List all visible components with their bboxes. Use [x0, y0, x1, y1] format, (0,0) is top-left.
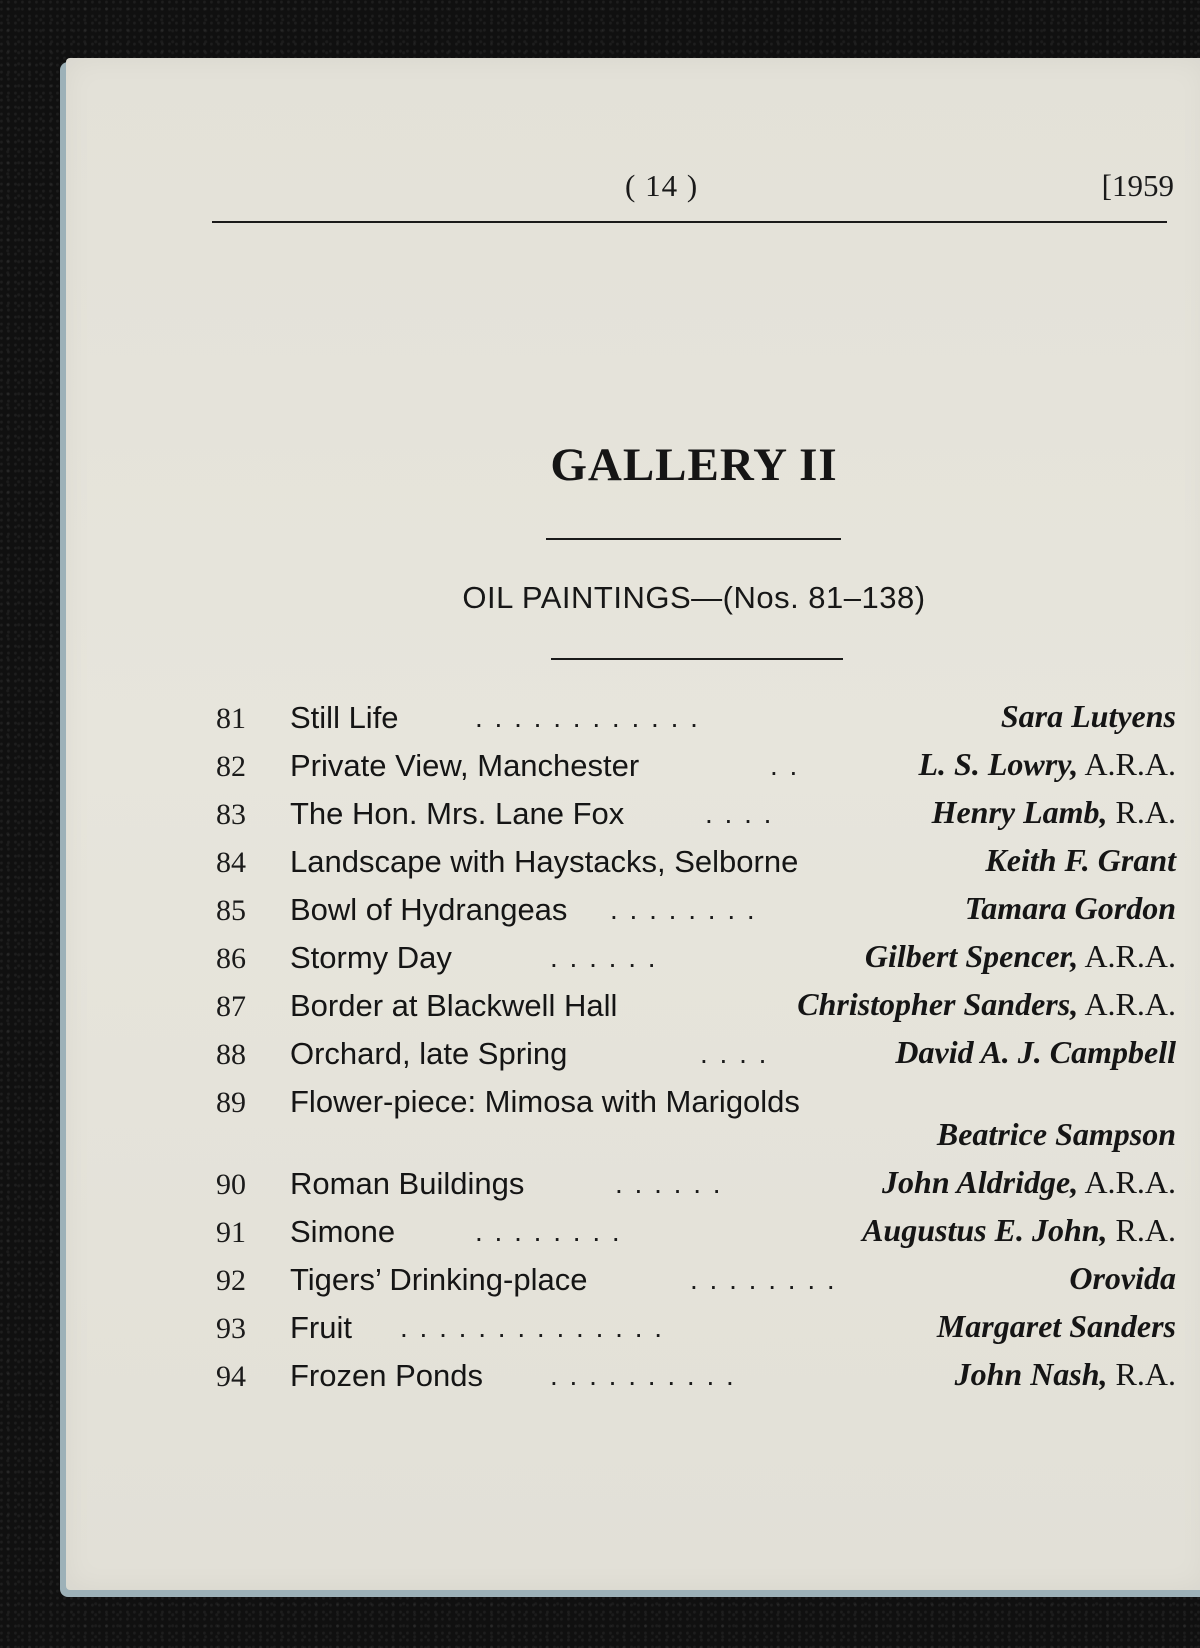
dot-leader: . . . . . .: [615, 1168, 723, 1199]
entry-number: 94: [216, 1360, 246, 1393]
entry-number: 89: [216, 1086, 246, 1119]
artist-name: John Aldridge,: [882, 1164, 1079, 1200]
entry-number: 92: [216, 1264, 246, 1297]
entry-number: 82: [216, 750, 246, 783]
artist: [937, 1308, 1176, 1345]
entry-number: 86: [216, 942, 246, 975]
painting-title: Roman Buildings: [290, 1166, 525, 1201]
running-head: [0, 168, 1200, 208]
painting-title: Still Life: [290, 700, 399, 735]
catalogue-entry: [210, 1210, 1180, 1258]
catalogue-list: [210, 696, 1180, 1402]
artist-honour: R.A.: [1107, 794, 1176, 830]
dot-leader: . . . . . . . . . . . . . .: [400, 1312, 665, 1343]
entry-number: 90: [216, 1168, 246, 1201]
artist: [862, 1212, 1176, 1249]
artist-name: Augustus E. John,: [862, 1212, 1108, 1248]
dot-leader: . . . .: [705, 798, 774, 829]
catalogue-entry: [210, 1354, 1180, 1402]
dot-leader: . . . . . . . .: [610, 894, 757, 925]
catalogue-entry: [210, 1032, 1180, 1080]
painting-title: Border at Blackwell Hall: [290, 988, 618, 1023]
entry-number: 84: [216, 846, 246, 879]
catalogue-entry: [210, 840, 1180, 888]
painting-title: Frozen Ponds: [290, 1358, 483, 1393]
entry-number: 83: [216, 798, 246, 831]
painting-title: Landscape with Haystacks, Selborne: [290, 844, 799, 879]
painting-title: Simone: [290, 1214, 396, 1249]
artist: [919, 746, 1177, 783]
artist-honour: R.A.: [1107, 1212, 1176, 1248]
artist-name: Sara Lutyens: [1000, 698, 1176, 734]
artist: [1001, 698, 1176, 735]
artist-honour: R.A.: [1107, 1356, 1176, 1392]
catalogue-entry: [210, 792, 1180, 840]
artist: [955, 1356, 1176, 1393]
artist-name: Margaret Sanders: [936, 1308, 1176, 1344]
year-label: [1959: [1101, 168, 1174, 203]
page-number: ( 14 ): [625, 168, 699, 203]
dot-leader: . . . . . . . .: [475, 1216, 622, 1247]
artist: [1069, 1260, 1176, 1297]
gallery-title: GALLERY II: [550, 439, 838, 491]
painting-title: Fruit: [290, 1310, 352, 1345]
artist-name: Gilbert Spencer,: [864, 938, 1079, 974]
catalogue-entry: [210, 1080, 1180, 1162]
catalogue-entry: [210, 1258, 1180, 1306]
catalogue-entry: [210, 984, 1180, 1032]
entry-number: 81: [216, 702, 246, 735]
catalogue-entry: [210, 888, 1180, 936]
painting-title: Tigers’ Drinking-place: [290, 1262, 588, 1297]
dot-leader: . . . .: [700, 1038, 769, 1069]
entry-number: 91: [216, 1216, 246, 1249]
section-rule: [551, 658, 843, 660]
entry-number: 85: [216, 894, 246, 927]
catalogue-entry: [210, 744, 1180, 792]
artist-honour: A.R.A.: [1078, 938, 1176, 974]
painting-title: Private View, Manchester: [290, 748, 640, 783]
painting-title: Bowl of Hydrangeas: [290, 892, 568, 927]
painting-title: Orchard, late Spring: [290, 1036, 568, 1071]
artist-honour: A.R.A.: [1078, 986, 1176, 1022]
artist-name: Henry Lamb,: [931, 794, 1108, 830]
artist-honour: A.R.A.: [1078, 746, 1176, 782]
artist: [965, 890, 1176, 927]
artist: [865, 938, 1176, 975]
painting-title: The Hon. Mrs. Lane Fox: [290, 796, 625, 831]
entry-number: 93: [216, 1312, 246, 1345]
artist: [932, 794, 1176, 831]
entry-number: 87: [216, 990, 246, 1023]
artist-name: David A. J. Campbell: [895, 1034, 1176, 1070]
entry-number: 88: [216, 1038, 246, 1071]
catalogue-entry: [210, 1162, 1180, 1210]
artist-name: Orovida: [1069, 1260, 1176, 1296]
artist: [895, 1034, 1176, 1071]
title-rule: [546, 538, 841, 540]
section-heading: OIL PAINTINGS—(Nos. 81–138): [462, 580, 926, 615]
catalogue-entry: [210, 1306, 1180, 1354]
artist-honour: A.R.A.: [1078, 1164, 1176, 1200]
artist: [937, 1116, 1176, 1153]
artist-name: John Nash,: [954, 1356, 1108, 1392]
dot-leader: . . . . . .: [550, 942, 658, 973]
catalogue-entry: [210, 696, 1180, 744]
artist-name: Beatrice Sampson: [936, 1116, 1176, 1152]
painting-title: Stormy Day: [290, 940, 452, 975]
artist-name: Keith F. Grant: [985, 842, 1176, 878]
dot-leader: . . . . . . . .: [690, 1264, 837, 1295]
catalogue-entry: [210, 936, 1180, 984]
artist: [882, 1164, 1176, 1201]
dot-leader: . .: [770, 750, 800, 781]
header-rule: [212, 221, 1167, 223]
painting-title: Flower-piece: Mimosa with Marigolds: [290, 1084, 800, 1119]
dot-leader: . . . . . . . . . .: [550, 1360, 736, 1391]
artist-name: L. S. Lowry,: [918, 746, 1079, 782]
artist-name: Christopher Sanders,: [797, 986, 1079, 1022]
artist: [797, 986, 1176, 1023]
dot-leader: . . . . . . . . . . . .: [475, 702, 700, 733]
artist-name: Tamara Gordon: [964, 890, 1176, 926]
artist: [985, 842, 1176, 879]
